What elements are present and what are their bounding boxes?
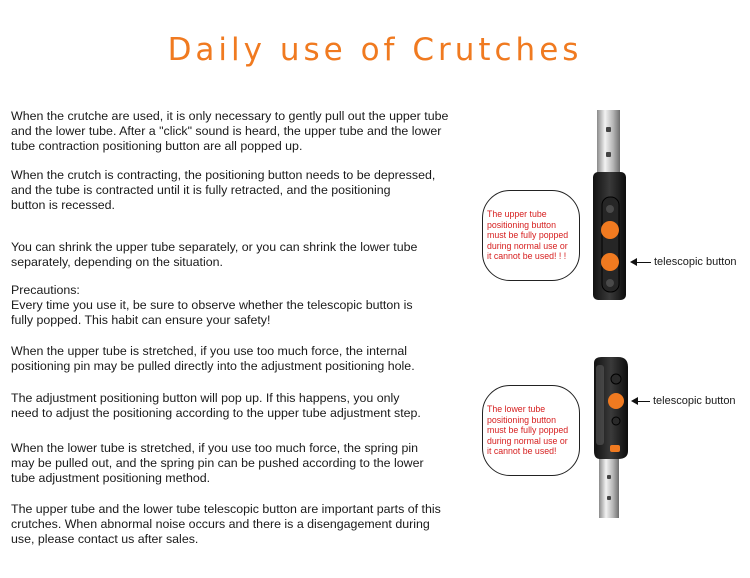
lower-tube-shaft [599, 455, 619, 518]
lower-tube-illustration [588, 355, 634, 520]
positioning-button [601, 253, 619, 271]
tube-hole [607, 475, 611, 479]
paragraph-lower-force: When the lower tube is stretched, if you use too much force, the spring pin may be pulled out, and the spring pin can be pushed according to the lower tube adjustment positioning method. [11, 441, 424, 485]
paragraph-precautions: Precautions: Every time you use it, be sure to observe whether the telescopic button is fully popped. This habit can ensure your safety! [11, 283, 413, 327]
upper-tube-illustration [585, 105, 635, 305]
lower-callout-label: telescopic button [653, 395, 736, 407]
lower-arrow-line [637, 401, 650, 402]
upper-tube-shaft [597, 110, 620, 182]
lower-note-box [482, 385, 580, 476]
housing-highlight [596, 365, 604, 445]
paragraph-upper-force: When the upper tube is stretched, if you use too much force, the internal positioning pin may be pulled directly into the adjustment positioning hole. [11, 344, 415, 373]
paragraph-adjust: The adjustment positioning button will pop up. If this happens, you only need to adjust the positioning according to the upper tube adjustment step. [11, 391, 421, 420]
upper-note-box [482, 190, 580, 281]
page-title: Daily use of Crutches [167, 32, 583, 68]
housing-hole [611, 374, 621, 384]
upper-arrow-line [636, 262, 651, 263]
orange-clip [610, 445, 620, 452]
positioning-button [601, 221, 619, 239]
rail-hole [606, 279, 614, 287]
lower-positioning-button [608, 393, 624, 409]
paragraph-extend: When the crutche are used, it is only necessary to gently pull out the upper tube and the lower tube. After a "click" sound is heard, the upper tube and the lower tube contraction positioning button are all popped up. [11, 109, 449, 153]
upper-callout-label: telescopic button [654, 256, 737, 268]
tube-hole [606, 152, 611, 157]
tube-hole [607, 496, 611, 500]
paragraph-aftersales: The upper tube and the lower tube telescopic button are important parts of this crutches. When abnormal noise occurs and there is a disengagement during use, please contact us after sales. [11, 502, 441, 546]
upper-note-text: The upper tube positioning button must be fully popped during normal use or it cannot be used! ! ! [487, 209, 569, 261]
tube-hole [606, 127, 611, 132]
housing-hole [612, 417, 620, 425]
lower-note-text: The lower tube positioning button must be fully popped during normal use or it cannot be used! [487, 404, 569, 456]
rail-hole [606, 205, 614, 213]
paragraph-shrink: You can shrink the upper tube separately, or you can shrink the lower tube separately, depending on the situation. [11, 240, 418, 269]
paragraph-contract: When the crutch is contracting, the positioning button needs to be depressed, and the tube is contracted until it is fully retracted, and the positioning button is recessed. [11, 168, 436, 212]
